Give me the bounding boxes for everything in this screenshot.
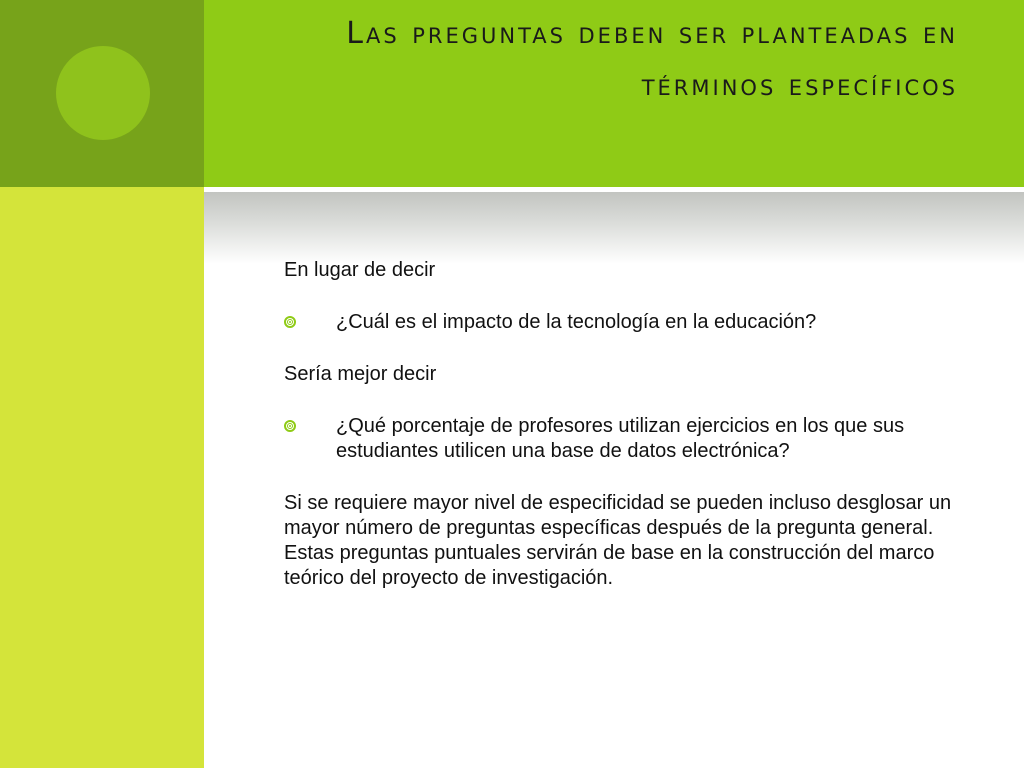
bullet-text-1: ¿Cuál es el impacto de la tecnología en la educación? xyxy=(336,311,817,333)
gradient-band xyxy=(204,192,1024,264)
intro-text: En lugar de decir xyxy=(284,259,436,281)
concentric-circle-bullet-icon xyxy=(284,420,296,432)
bullet-item-1 xyxy=(284,310,974,335)
bullet-text-2: ¿Qué porcentaje de profesores utilizan ejercicios en los que sus estudiantes utilicen una base de datos electrónica? xyxy=(336,415,905,462)
closing-text: Si se requiere mayor nivel de especificidad se pueden incluso desglosar un mayor número de preguntas específicas después de la pregunta general. Estas preguntas puntuales servirán de base en la construcción del marco teórico del proyecto de investigación. xyxy=(284,492,952,589)
concentric-circle-bullet-icon xyxy=(284,316,296,328)
bullet-item-2 xyxy=(284,414,974,464)
slide-content xyxy=(284,258,974,618)
decorative-circle xyxy=(56,46,150,140)
left-bar-bottom xyxy=(0,187,204,768)
slide-title: Las preguntas deben ser planteadas en términos específicos xyxy=(346,16,958,103)
middle-text: Sería mejor decir xyxy=(284,363,437,385)
title-header xyxy=(204,0,1024,187)
